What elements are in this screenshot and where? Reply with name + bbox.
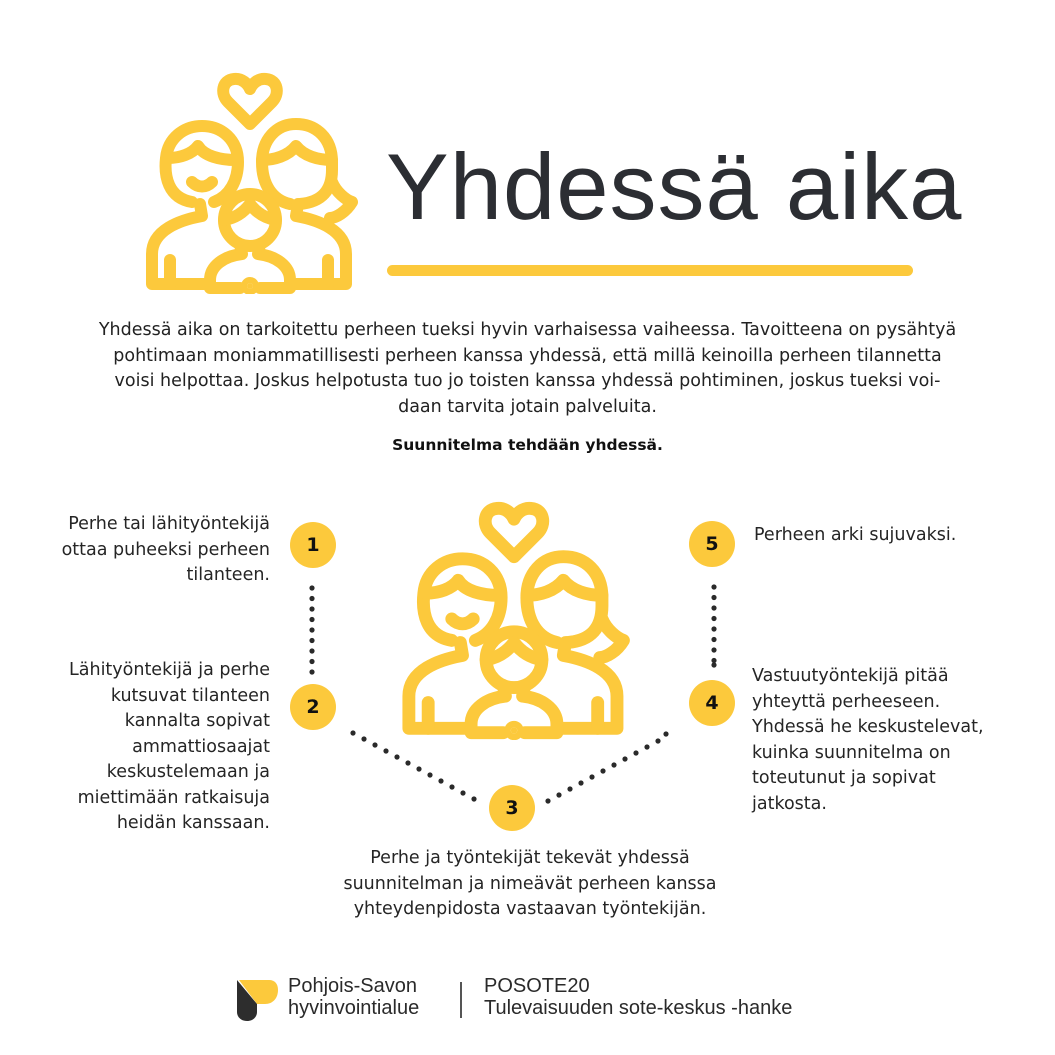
- project-line-1: POSOTE20: [484, 975, 590, 997]
- intro-line: voisi helpottaa. Joskus helpotusta tuo jo toisten kanssa yhdessä pohtiminen, joskus tueksi voi-: [114, 371, 941, 391]
- project-name: [484, 975, 792, 1019]
- step-text-line: Perhe ja työntekijät tekevät yhdessä: [370, 848, 690, 868]
- step-text-line: jatkosta.: [752, 793, 827, 814]
- step-text-line: miettimään ratkaisuja: [77, 787, 270, 808]
- step-text-line: ottaa puheeksi perheen: [61, 539, 270, 560]
- step-text-line: Perheen arki sujuvaksi.: [754, 525, 957, 545]
- step-text-line: Yhdessä he keskustelevat,: [752, 717, 984, 737]
- org-line-1: Pohjois-Savon: [288, 975, 417, 997]
- step-text-line: toteutunut ja sopivat: [752, 768, 936, 788]
- step-1-description: [62, 512, 270, 589]
- organization-name: [288, 975, 419, 1019]
- step-text-line: kutsuvat tilanteen: [110, 685, 270, 706]
- family-heart-icon-center: [396, 500, 632, 740]
- page-title: Yhdessä aika: [386, 134, 963, 239]
- intro-line: daan tarvita jotain palveluita.: [398, 396, 657, 417]
- step-3-description: [260, 846, 800, 923]
- step-text-line: kannalta sopivat: [124, 711, 270, 731]
- step-2-badge: 2: [290, 684, 336, 730]
- subheading: Suunnitelma tehdään yhdessä.: [392, 436, 663, 454]
- step-text-line: Lähityöntekijä ja perhe: [69, 660, 270, 680]
- step-text-line: yhteydenpidosta vastaavan työntekijän.: [353, 899, 707, 919]
- org-line-2: hyvinvointialue: [288, 997, 420, 1019]
- step-3-badge: 3: [489, 785, 535, 831]
- step-4-description: [752, 664, 984, 817]
- step-text-line: yhteyttä perheeseen.: [752, 691, 941, 712]
- step-text-line: keskustelemaan ja: [106, 762, 270, 782]
- step-text-line: ammattiosaajat: [132, 736, 270, 757]
- step-text-line: kuinka suunnitelma on: [752, 742, 951, 763]
- step-5-badge: 5: [689, 521, 735, 567]
- step-1-badge: 1: [290, 522, 336, 568]
- footer-divider: [460, 982, 462, 1018]
- step-text-line: heidän kanssaan.: [116, 813, 270, 833]
- intro-line: Yhdessä aika on tarkoitettu perheen tueksi hyvin varhaisessa vaiheessa. Tavoitteena on pysähtyä: [98, 320, 957, 340]
- step-text-line: Perhe tai lähityöntekijä: [68, 514, 270, 534]
- step-text-line: suunnitelman ja nimeävät perheen kanssa: [343, 873, 717, 894]
- step-2-description: [69, 658, 270, 837]
- project-line-2: Tulevaisuuden sote-keskus -hanke: [484, 997, 793, 1019]
- step-text-line: tilanteen.: [186, 565, 270, 585]
- step-5-description: [754, 523, 956, 549]
- intro-line: pohtimaan moniammatillisesti perheen kanssa yhdessä, että millä keinoilla perheen tilannetta: [113, 345, 942, 366]
- step-text-line: Vastuutyöntekijä pitää: [752, 666, 949, 686]
- pohjois-savo-logo-icon: [235, 978, 279, 1026]
- step-4-badge: 4: [689, 680, 735, 726]
